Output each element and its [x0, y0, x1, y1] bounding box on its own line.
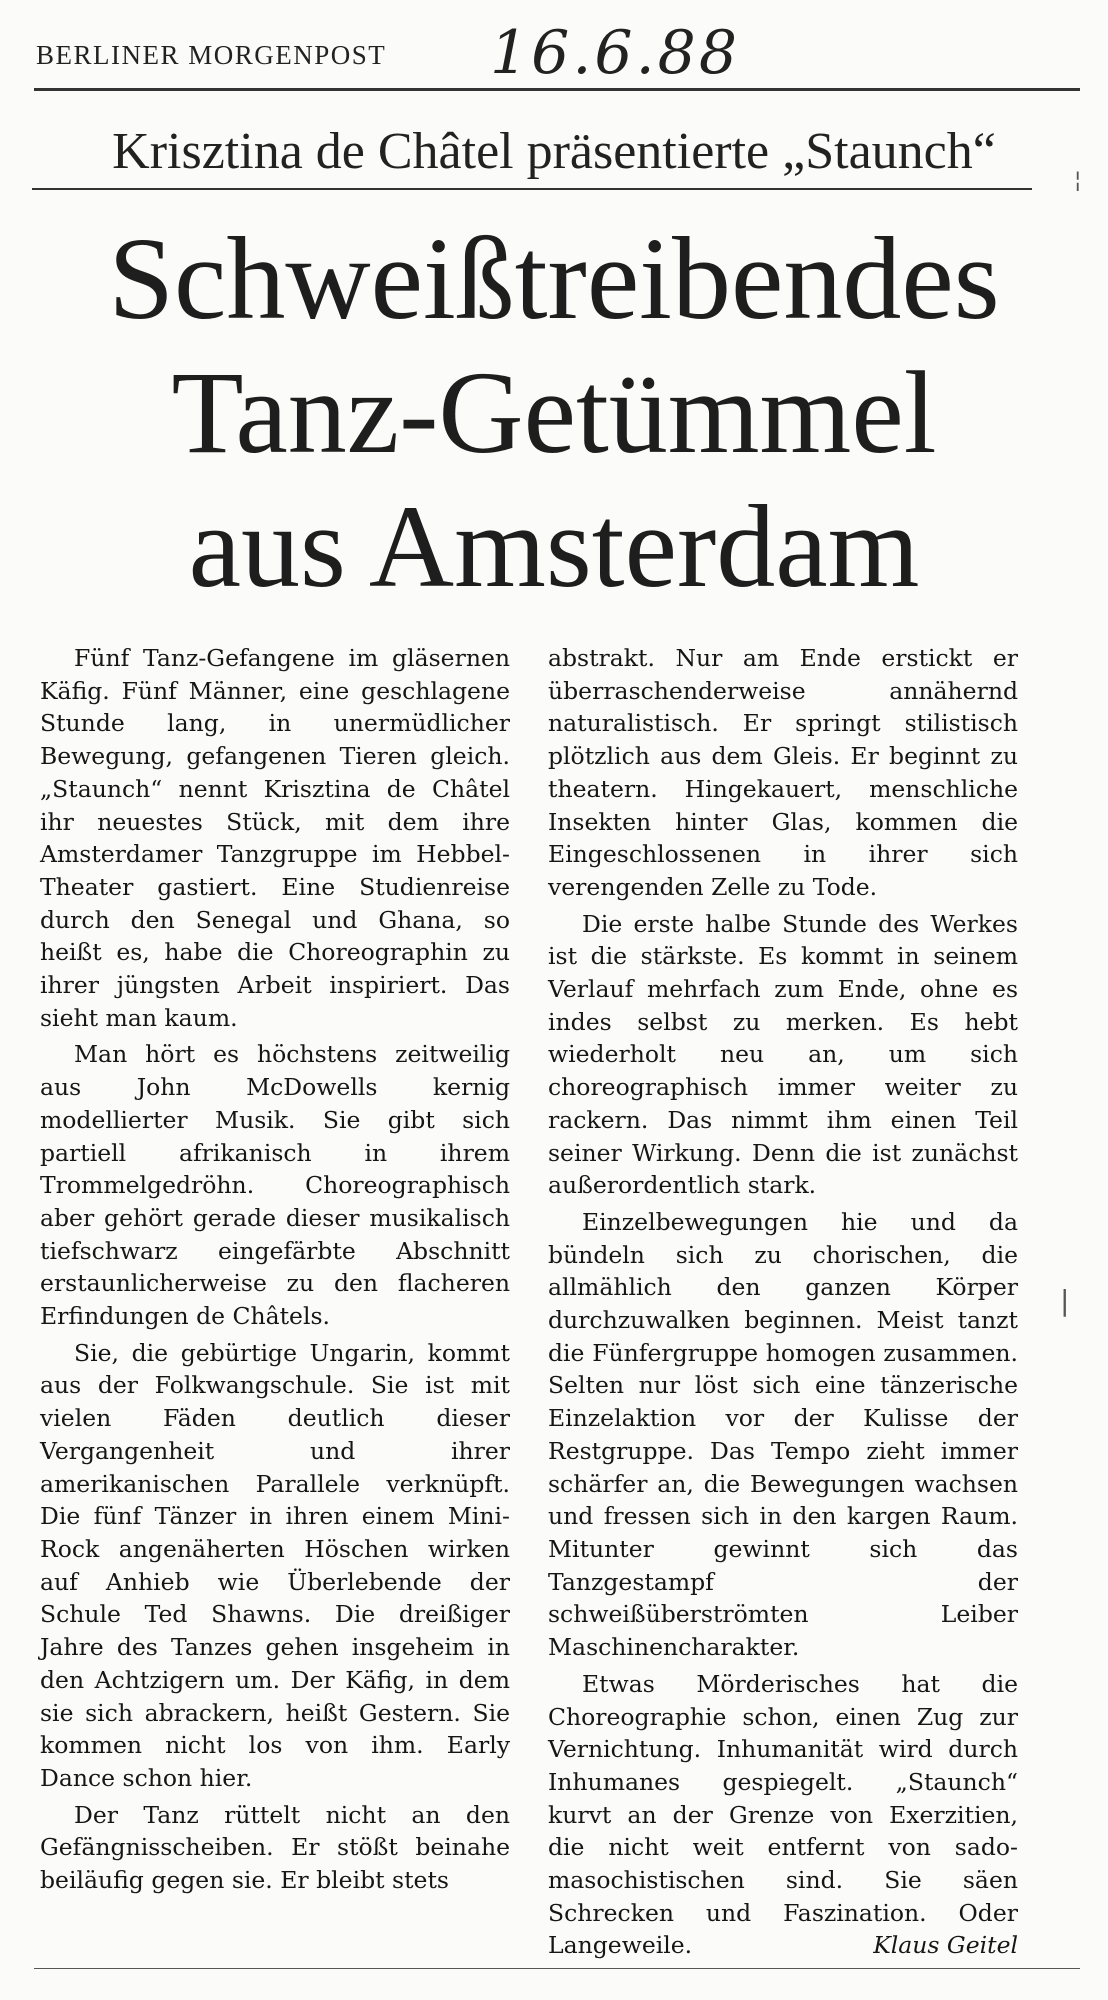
paragraph: abstrakt. Nur am Ende erstickt er überraschenderweise annähernd naturalistisch. Er springt stilistisch plötzlich aus dem Gleis. Er beginnt zu theatern. Hingekauert, menschliche Insekten hinter Glas, kommen die Eingeschlossenen in ihrer sich verengenden Zelle zu Tode.	[548, 644, 1018, 901]
headline-line-2: Tanz-Getümmel	[171, 347, 937, 478]
masthead: BERLINER MORGENPOST	[36, 40, 387, 70]
paragraph-text: Etwas Mörderisches hat die Choreographie schon, einen Zug zur Vernichtung. Inhumanität wird durch Inhumanes gespiegelt. „Staunch“ kurvt an der Grenze von Exerzitien, die nicht weit entfernt von sado-masochistischen sind. Sie säen Schrecken und Faszination. Oder Langeweile.	[548, 1669, 1018, 1960]
right-column	[548, 642, 1018, 1966]
bottom-rule	[34, 1968, 1080, 1969]
paragraph: Fünf Tanz-Gefangene im gläsernen Käfig. Fünf Männer, eine geschlagene Stunde lang, in unermüdlicher Bewegung, gefangenen Tieren gleich. „Staunch“ nennt Krisztina de Châtel ihr neuestes Stück, mit dem ihre Amsterdamer Tanzgruppe im Hebbel-Theater gastiert. Eine Studienreise durch den Senegal und Ghana, so heißt es, habe die Choreographin zu ihrer jüngsten Arbeit inspiriert. Das sieht man kaum.	[40, 644, 510, 1032]
headline-line-3: aus Amsterdam	[188, 481, 920, 612]
handwritten-date: 16.6.88	[490, 18, 741, 88]
paragraph	[548, 1668, 1018, 1962]
headline	[0, 212, 1108, 614]
kicker-underline	[32, 188, 1032, 190]
paragraph: Sie, die gebürtige Ungarin, kommt aus der Folkwangschule. Sie ist mit vielen Fäden deutlich dieser Vergangenheit und ihrer amerikanischen Parallele verknüpft. Die fünf Tänzer in ihren einem Mini-Rock angenäherten Höschen wirken auf Anhieb wie Überlebende der Schule Ted Shawns. Die dreißiger Jahre des Tanzes gehen insgeheim in den Achtzigern um. Der Käfig, in dem sie sich abrackern, heißt Gestern. Sie kommen nicht los von ihm. Early Dance schon hier.	[40, 1338, 510, 1792]
kicker: Krisztina de Châtel präsentierte „Staunch“	[112, 123, 996, 180]
author-byline: Klaus Geitel	[873, 1931, 1018, 1960]
paragraph: Die erste halbe Stunde des Werkes ist die stärkste. Es kommt in seinem Verlauf mehrfach zum Ende, ohne es indes selbst zu merken. Es hebt wiederholt neu an, um sich choreographisch immer weiter zu rackern. Das nimmt ihm einen Teil seiner Wirkung. Denn die ist zunächst außerordentlich stark.	[548, 909, 1018, 1200]
paragraph: Der Tanz rüttelt nicht an den Gefängnisscheiben. Er stößt beinahe beiläufig gegen sie. Er bleibt stets	[40, 1800, 510, 1895]
paragraph: Einzelbewegungen hie und da bündeln sich zu chorischen, die allmählich den ganzen Körper durchzuwalken beginnen. Meist tanzt die Fünfergruppe homogen zusammen. Selten nur löst sich eine tänzerische Einzelaktion vor der Kulisse der Restgruppe. Das Tempo zieht immer schärfer an, die Bewegungen wachsen und fressen sich in den kargen Raum. Mitunter gewinnt sich das Tanzgestampf der schweißüberströmten Leiber Maschinencharakter.	[548, 1207, 1018, 1662]
paragraph: Man hört es höchstens zeitweilig aus John McDowells kernig modellierter Musik. Sie gibt sich partiell afrikanisch in ihrem Trommelgedröhn. Choreographisch aber gehört gerade dieser musikalisch tiefschwarz eingefärbte Abschnitt erstaunlicherweise zu den flacheren Erfindungen de Châtels.	[40, 1040, 510, 1331]
headline-line-1: Schweißtreibendes	[108, 213, 1000, 344]
margin-mark: ¦	[1074, 168, 1082, 193]
margin-mark: |	[1060, 1284, 1070, 1317]
top-rule	[34, 88, 1080, 91]
left-column	[40, 642, 510, 1901]
